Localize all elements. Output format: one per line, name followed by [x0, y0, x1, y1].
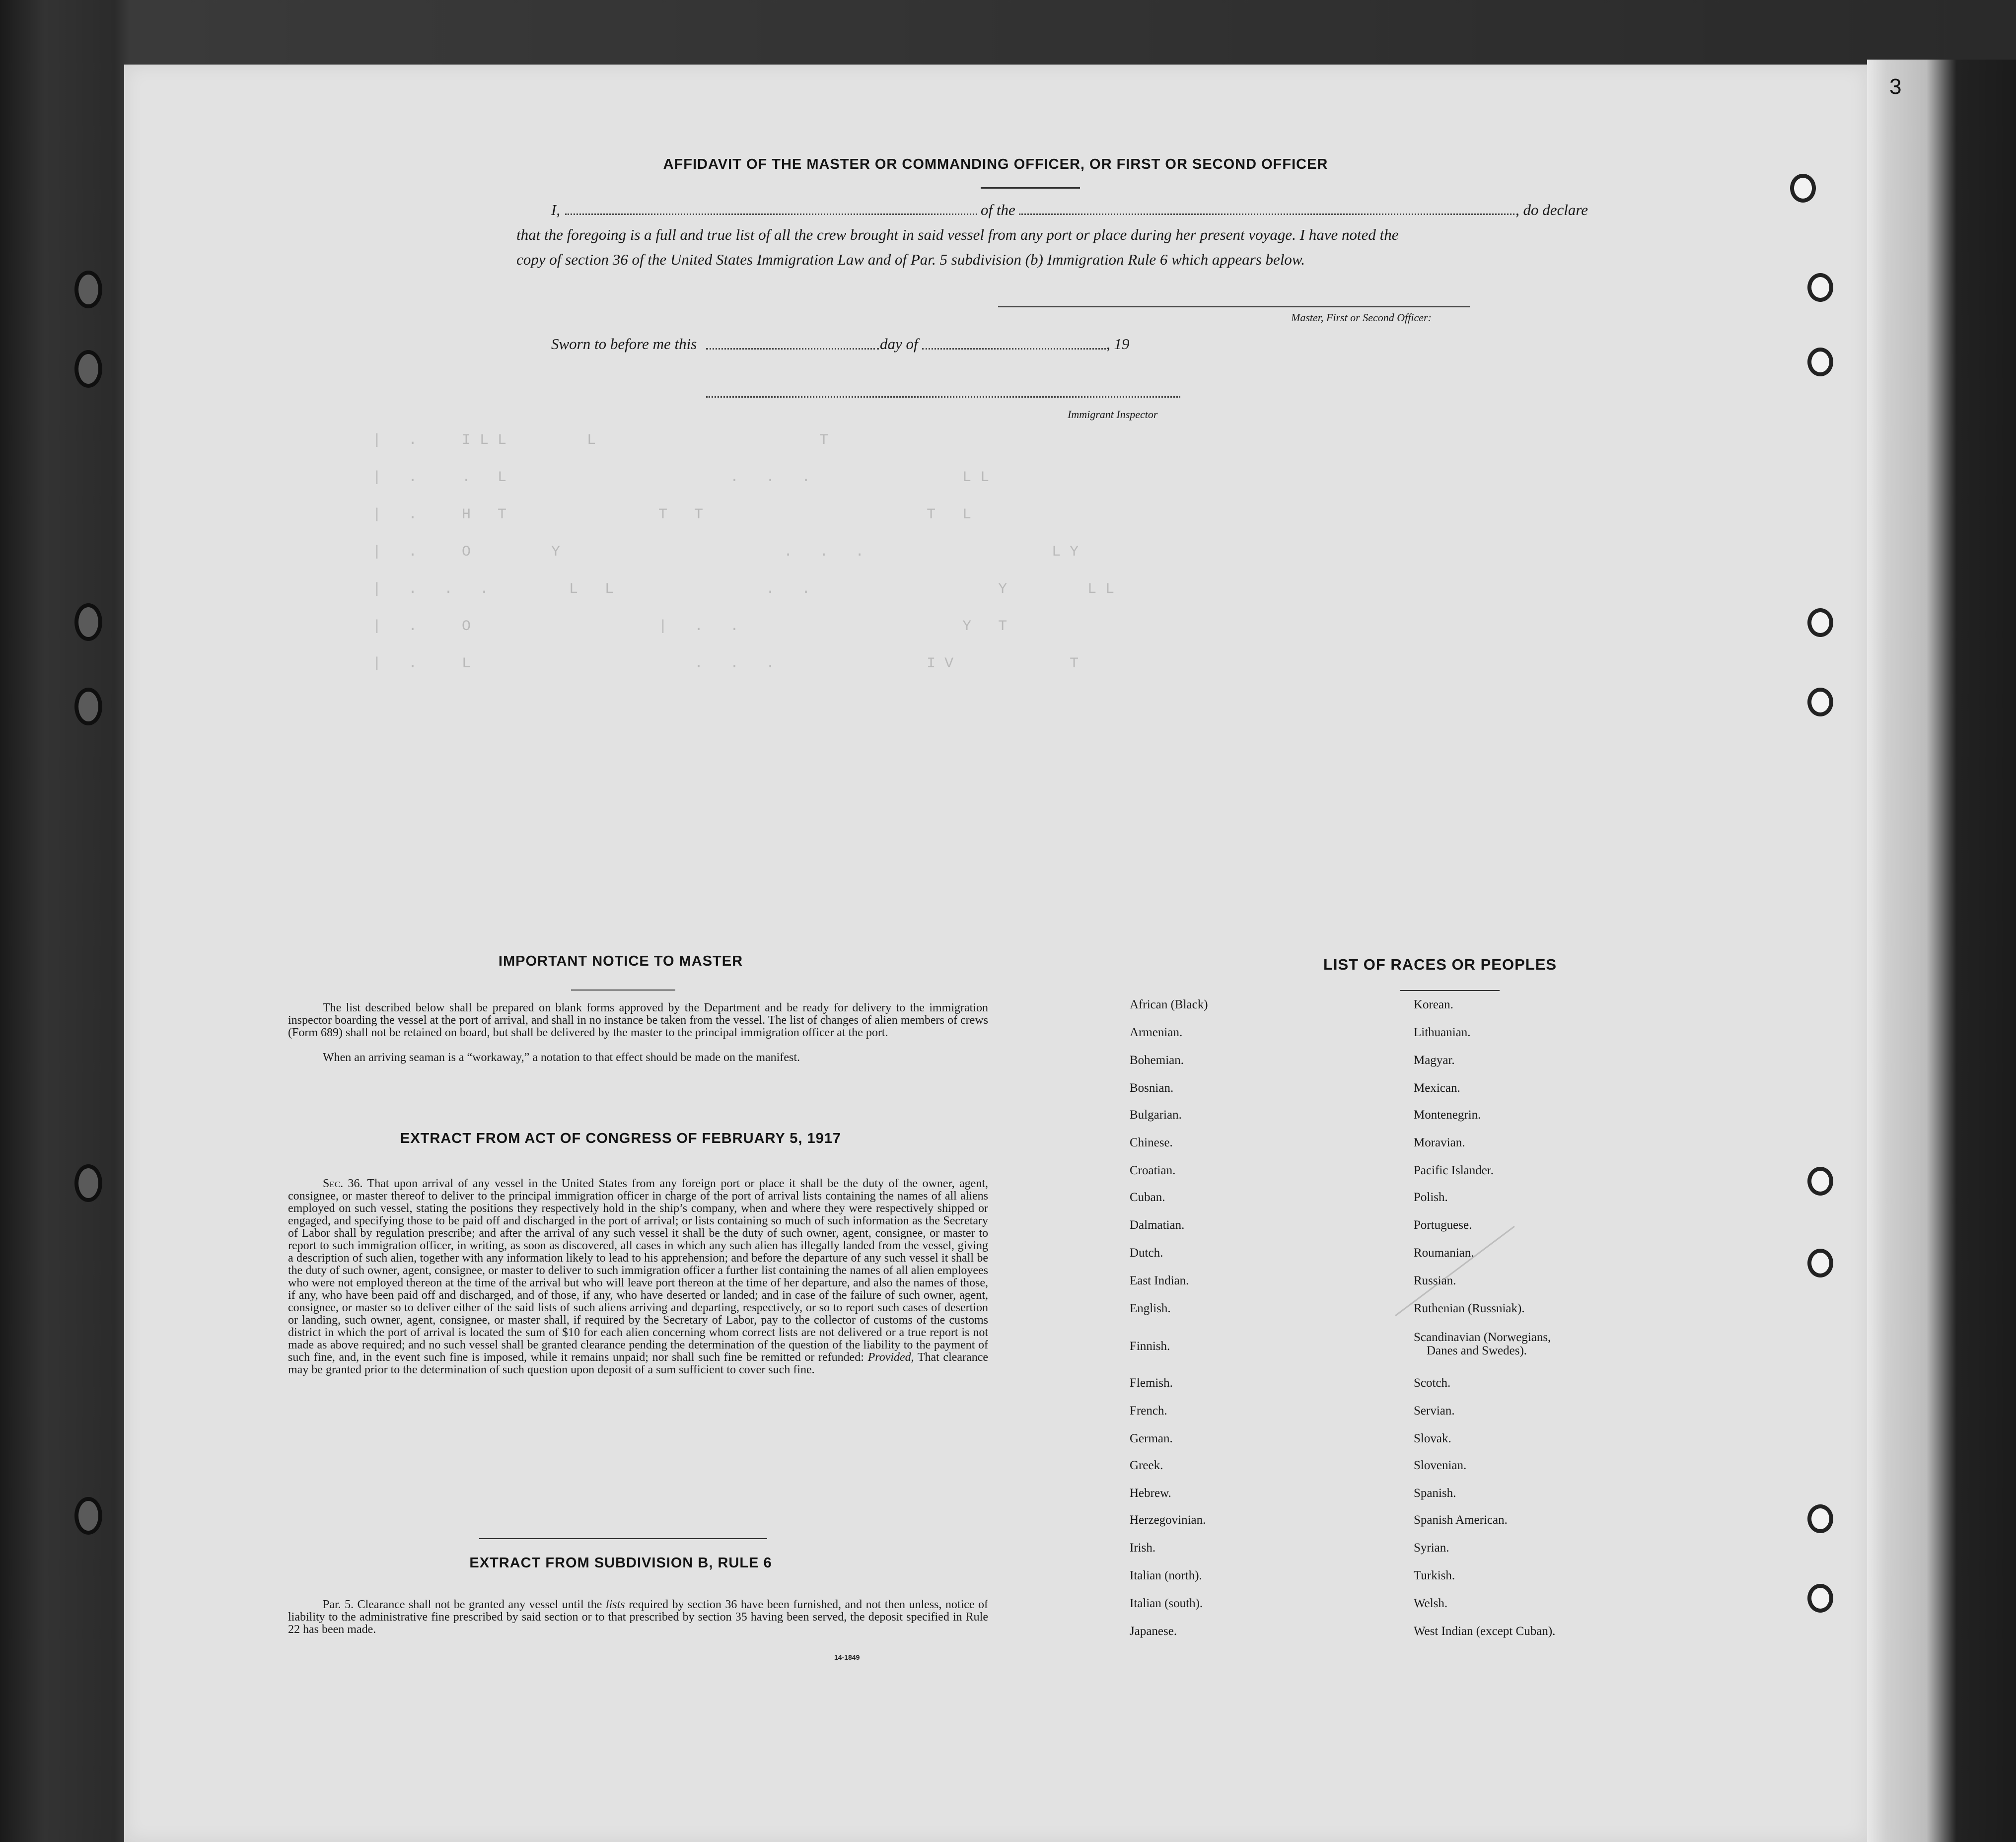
rule6-title: EXTRACT FROM SUBDIVISION B, RULE 6 [469, 1555, 772, 1571]
race-left-item: Bohemian. [1130, 1054, 1184, 1067]
binder-hole-left-6 [74, 1497, 102, 1535]
race-left-item: Finnish. [1130, 1340, 1170, 1353]
notice-paragraph-2: When an arriving seaman is a “workaway,” a notation to that effect should be made on the manifest. [323, 1051, 800, 1064]
race-right-item: Servian. [1414, 1404, 1455, 1417]
punch-hole-right-8 [1807, 1504, 1833, 1533]
notice-title: IMPORTANT NOTICE TO MASTER [498, 953, 743, 969]
race-left-item: Chinese. [1130, 1136, 1173, 1149]
binder-hole-left-4 [74, 688, 102, 725]
notice-title-rule [571, 990, 675, 991]
sworn-mid: day of [880, 335, 918, 353]
race-left-item: Italian (north). [1130, 1569, 1202, 1582]
binder-hole-left-1 [74, 271, 102, 308]
binder-hole-left-5 [74, 1164, 102, 1202]
act-section-36 [288, 1178, 988, 1376]
act-title: EXTRACT FROM ACT OF CONGRESS OF FEBRUARY 5, 1917 [400, 1131, 842, 1146]
race-right-item: Portuguese. [1414, 1218, 1472, 1232]
race-left-item: Greek. [1130, 1459, 1163, 1472]
act-sec-label: Sec. 36. [323, 1177, 363, 1190]
race-right-item: Polish. [1414, 1191, 1448, 1204]
race-right-item: Pacific Islander. [1414, 1164, 1494, 1177]
races-left-column [1130, 998, 1378, 1723]
punch-hole-right-2 [1807, 273, 1833, 302]
race-left-item: Italian (south). [1130, 1597, 1203, 1610]
race-right-item: Korean. [1414, 998, 1453, 1011]
race-left-item: Armenian. [1130, 1026, 1183, 1039]
sworn-suffix: , 19 [1106, 335, 1130, 353]
races-right-column [1414, 998, 1692, 1723]
race-left-item: East Indian. [1130, 1274, 1189, 1287]
sworn-prefix: Sworn to before me this [551, 335, 697, 353]
affidavit-line3: copy of section 36 of the United States Immigration Law and of Par. 5 subdivision (b) Immigration Rule 6 which appears below. [516, 251, 1305, 268]
punch-hole-right-3 [1807, 348, 1833, 376]
races-title-rule [1400, 990, 1500, 991]
race-right-item: Scotch. [1414, 1376, 1451, 1390]
race-right-item: Welsh. [1414, 1597, 1448, 1610]
act-provided: Provided, [867, 1351, 914, 1364]
race-right-item: Ruthenian (Russniak). [1414, 1302, 1525, 1315]
affidavit-title-rule [981, 187, 1080, 189]
race-right-item: Roumanian. [1414, 1246, 1474, 1260]
inspector-signature-line[interactable] [706, 396, 1180, 398]
race-right-item: Mexican. [1414, 1081, 1460, 1095]
adjacent-page-edge [1867, 60, 2016, 1842]
race-left-item: Japanese. [1130, 1625, 1177, 1638]
race-right-item: Turkish. [1414, 1569, 1455, 1582]
binder-hole-left-3 [74, 603, 102, 641]
affidavit-line1-prefix: I, [551, 201, 561, 218]
punch-hole-right-1 [1790, 174, 1816, 203]
bleed-through-marks: | . ILL L T | . . L . . . LL | . H T T T T L | . O Y . . . LY | . . . L L . . Y LL | . O | . . Y T | . L . . . IV T [372, 432, 1124, 672]
race-right-item: Slovenian. [1414, 1459, 1467, 1472]
race-left-item: German. [1130, 1432, 1173, 1445]
notice-paragraph-1: The list described below shall be prepared on blank forms approved by the Department and be ready for delivery to the immigration inspector boarding the vessel at the port of arrival, and shall in no instance be taken from the vessel. The list of changes of alien members of crews (Form 689) shall not be retained on board, but shall be delivered by the master to the principal immigration officer at the port. [288, 1001, 988, 1039]
race-right-item: Montenegrin. [1414, 1108, 1481, 1122]
race-right-item: Spanish American. [1414, 1513, 1508, 1527]
race-left-item: Irish. [1130, 1541, 1156, 1555]
affidavit-line1-mid: of the [981, 201, 1015, 218]
race-left-item: English. [1130, 1302, 1171, 1315]
sworn-day-field[interactable] [706, 348, 879, 350]
race-left-item: Flemish. [1130, 1376, 1173, 1390]
race-left-item: Bosnian. [1130, 1081, 1174, 1095]
race-right-item: Slovak. [1414, 1432, 1451, 1445]
race-left-item: French. [1130, 1404, 1167, 1417]
race-right-item: Scandinavian (Norwegians, [1414, 1331, 1551, 1344]
race-left-item: Herzegovinian. [1130, 1513, 1206, 1527]
race-left-item: Bulgarian. [1130, 1108, 1182, 1122]
race-right-item: West Indian (except Cuban). [1414, 1625, 1556, 1638]
race-right-item: Magyar. [1414, 1054, 1455, 1067]
race-right-item: Moravian. [1414, 1136, 1465, 1149]
affidavit-line2: that the foregoing is a full and true list of all the crew brought in said vessel from any port or place during her present voyage. I have noted the [516, 226, 1399, 243]
race-left-item: Hebrew. [1130, 1487, 1171, 1500]
master-signature-label: Master, First or Second Officer: [1291, 311, 1432, 324]
races-title: LIST OF RACES OR PEOPLES [1323, 956, 1557, 973]
sworn-month-field[interactable] [922, 348, 1106, 350]
affidavit-line1-suffix: , do declare [1515, 201, 1588, 218]
race-left-item: Croatian. [1130, 1164, 1176, 1177]
binder-hole-left-2 [74, 350, 102, 388]
declarant-name-field[interactable] [565, 213, 977, 215]
race-right-item: Spanish. [1414, 1487, 1456, 1500]
race-right-item: Danes and Swedes). [1427, 1344, 1527, 1357]
punch-hole-right-7 [1807, 1249, 1833, 1277]
act-body-before: That upon arrival of any vessel in the United States from any foreign port or place it shall be the duty of the owner, agent, consignee, or master thereof to deliver to the principal immigration officer in charge of the port of arrival lists containing the names of all aliens employed on such vessel, stating the positions they respectively hold in the ship’s company, when and where they were respectively shipped or engaged, and specifying those to be paid off and discharged in the port of arrival; or lists containing so much of such information as the Secretary of Labor shall by regulation prescribe; and after the arrival of any such vessel it shall be the duty of such owner, agent, consignee, or master to report to such immigration officer, in writing, as soon as discovered, all cases in which any such alien has illegally landed from the vessel, giving a description of such alien, together with any information likely to lead to his apprehension; and before the departure of any such vessel it shall be the duty of such owner, agent, consignee, or master to deliver to such immigration officer a further list containing the names of all alien employees who were not employed thereon at the time of the arrival but who will leave port thereon at the time of her departure, and also the names of those, if any, who have been paid off and discharged, and of those, if any, who have deserted or landed; and in case of the failure of such owner, agent, consignee, or master so to deliver either of the said lists of such aliens arriving and departing, respectively, or so to report such cases of desertion or landing, such owner, agent, consignee, or master shall, if required by the Secretary of Labor, pay to the collector of customs of the customs district in which the port of arrival is located the sum of $10 for each alien concerning whom correct lists are not delivered or a true report is not made as above required; and no such vessel shall be granted clearance pending the determination of the question of the liability to the payment of such fine, and, in the event such fine is imposed, while it remains unpaid; nor shall such fine be remitted or refunded: [288, 1177, 989, 1364]
stray-diagonal-mark [1390, 1221, 1519, 1321]
affidavit-title: AFFIDAVIT OF THE MASTER OR COMMANDING OFFICER, OR FIRST OR SECOND OFFICER [663, 156, 1328, 172]
vessel-name-field[interactable] [1019, 213, 1514, 215]
race-right-item: Russian. [1414, 1274, 1456, 1287]
race-left-item: Cuban. [1130, 1191, 1165, 1204]
race-right-item: Lithuanian. [1414, 1026, 1471, 1039]
punch-hole-right-9 [1807, 1584, 1833, 1613]
race-left-item: Dutch. [1130, 1246, 1163, 1260]
race-left-item: African (Black) [1130, 998, 1208, 1011]
rule6-paragraph: Par. 5. Clearance shall not be granted any vessel until the lists required by section 36 have been furnished, and not then unless, notice of liability to the administrative fine prescribed by said section or to that prescribed by section 35 having been served, the deposit specified in Rule 22 has been made. [288, 1598, 989, 1636]
form-number: 14-1849 [834, 1653, 860, 1661]
inspector-label: Immigrant Inspector [1068, 408, 1158, 421]
manifest-page [124, 65, 1867, 1842]
frame-number: 3 [1889, 74, 1902, 99]
act-body-after: That clearance may be granted prior to the determination of such question upon deposit of a sum sufficient to cover such fine. [288, 1351, 988, 1376]
race-left-item: Dalmatian. [1130, 1218, 1185, 1232]
race-right-item: Syrian. [1414, 1541, 1449, 1555]
act-separator-rule [479, 1538, 767, 1539]
master-signature-line[interactable] [998, 306, 1470, 307]
punch-hole-right-6 [1807, 1167, 1833, 1196]
